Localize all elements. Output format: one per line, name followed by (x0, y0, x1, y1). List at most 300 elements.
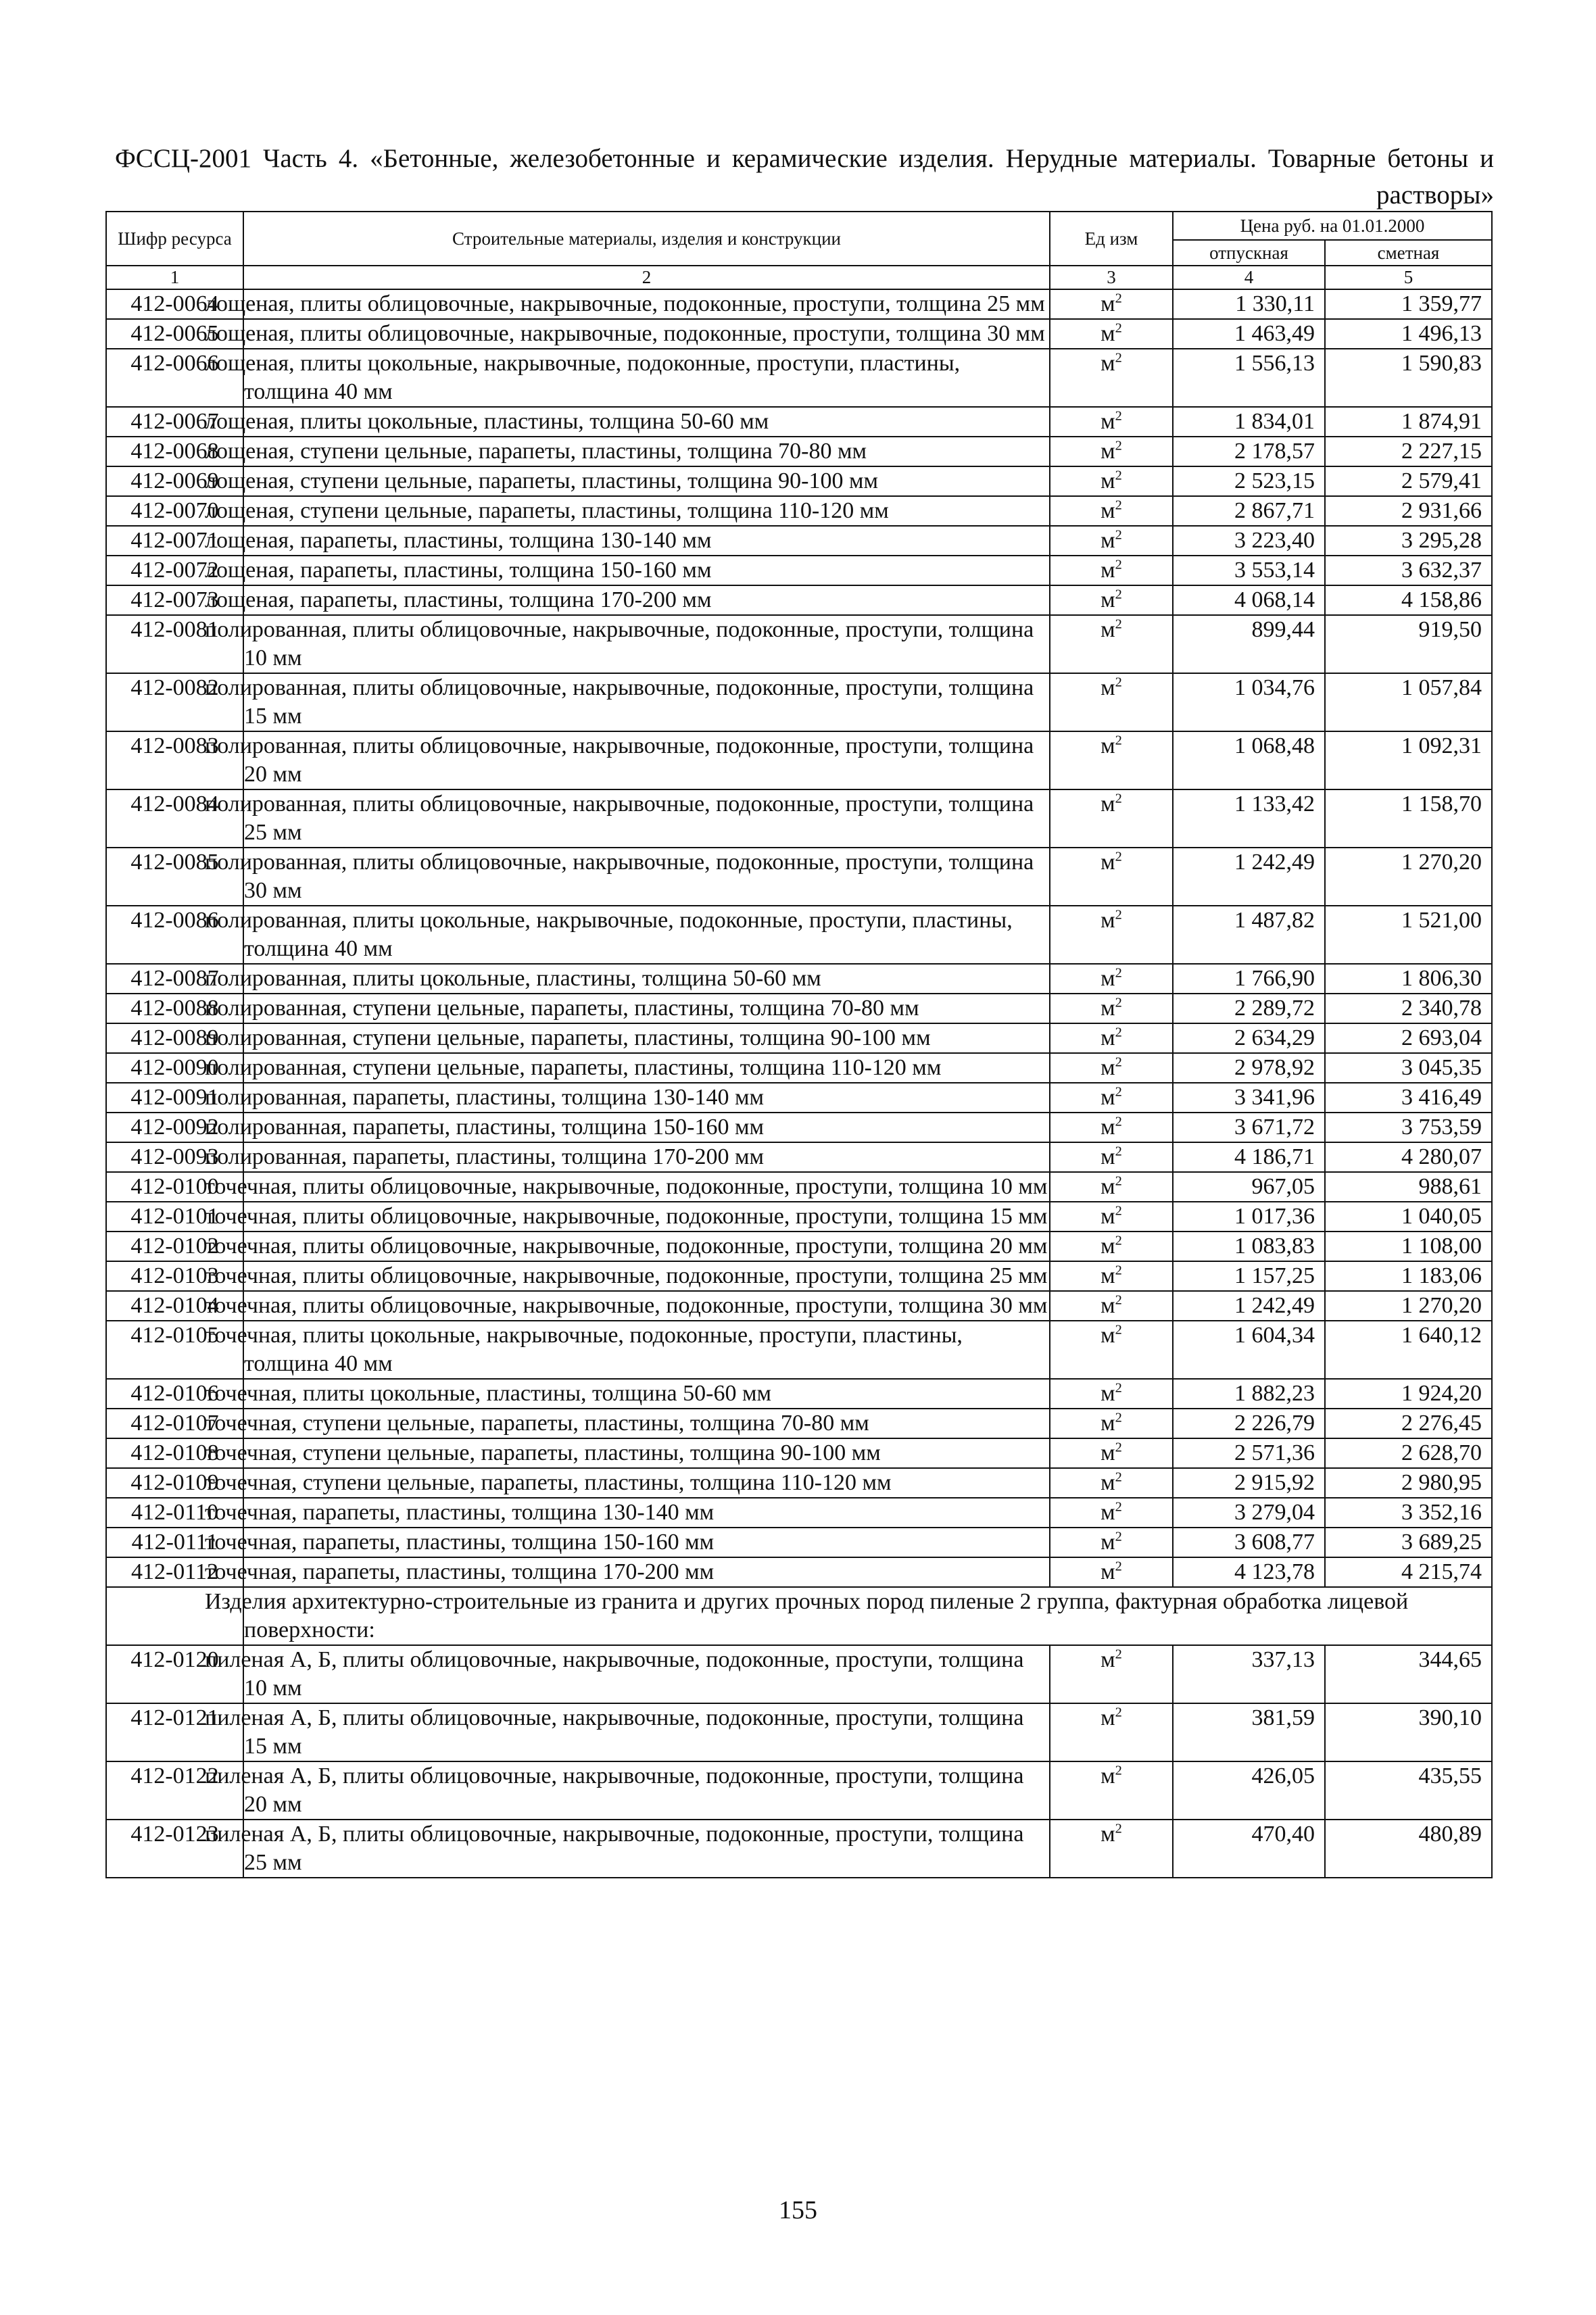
resource-code: 412-0122 (106, 1761, 243, 1820)
table-header (106, 212, 1492, 289)
table-row (106, 1820, 1492, 1878)
unit-cell (1050, 615, 1173, 673)
estimate-price: 988,61 (1325, 1172, 1492, 1202)
estimate-price: 4 158,86 (1325, 585, 1492, 615)
unit-exponent: 2 (1115, 1114, 1122, 1129)
column-header-name: Строительные материалы, изделия и конструкции (243, 212, 1050, 266)
unit-exponent: 2 (1115, 527, 1122, 543)
material-name: лощеная, плиты цокольные, пластины, толщина 50-60 мм (243, 407, 1050, 437)
unit-label: м (1101, 1263, 1115, 1288)
material-name: полированная, парапеты, пластины, толщина 150-160 мм (243, 1113, 1050, 1142)
unit-exponent: 2 (1115, 291, 1122, 306)
table-row (106, 789, 1492, 848)
table-row (106, 1557, 1492, 1587)
unit-label: м (1101, 1822, 1115, 1847)
release-price: 1 133,42 (1173, 789, 1325, 848)
release-price: 1 463,49 (1173, 319, 1325, 349)
estimate-price: 1 270,20 (1325, 1291, 1492, 1321)
release-price: 1 604,34 (1173, 1321, 1325, 1379)
unit-cell (1050, 994, 1173, 1023)
release-price: 3 608,77 (1173, 1528, 1325, 1557)
table-row (106, 1142, 1492, 1172)
table-row (106, 1438, 1492, 1468)
estimate-price: 1 640,12 (1325, 1321, 1492, 1379)
unit-exponent: 2 (1115, 1144, 1122, 1159)
unit-exponent: 2 (1115, 616, 1122, 632)
release-price: 1 556,13 (1173, 349, 1325, 407)
unit-cell (1050, 407, 1173, 437)
unit-label: м (1101, 468, 1115, 493)
release-price: 2 634,29 (1173, 1023, 1325, 1053)
unit-label: м (1101, 1234, 1115, 1259)
release-price: 2 226,79 (1173, 1409, 1325, 1438)
unit-label: м (1101, 791, 1115, 817)
unit-cell (1050, 526, 1173, 556)
resource-code: 412-0068 (106, 437, 243, 466)
resource-code: 412-0120 (106, 1645, 243, 1703)
resource-code: 412-0093 (106, 1142, 243, 1172)
resource-code: 412-0092 (106, 1113, 243, 1142)
estimate-price: 344,65 (1325, 1645, 1492, 1703)
column-header-estimate: сметная (1325, 240, 1492, 266)
unit-exponent: 2 (1115, 995, 1122, 1010)
table-row (106, 407, 1492, 437)
table-row (106, 585, 1492, 615)
column-header-price: Цена руб. на 01.01.2000 (1173, 212, 1492, 240)
unit-label: м (1101, 1559, 1115, 1584)
unit-exponent: 2 (1115, 408, 1122, 424)
unit-cell (1050, 1498, 1173, 1528)
release-price: 967,05 (1173, 1172, 1325, 1202)
unit-exponent: 2 (1115, 468, 1122, 483)
estimate-price: 919,50 (1325, 615, 1492, 673)
material-name: полированная, парапеты, пластины, толщина 130-140 мм (243, 1083, 1050, 1113)
estimate-price: 1 590,83 (1325, 349, 1492, 407)
material-name: полированная, парапеты, пластины, толщина 170-200 мм (243, 1142, 1050, 1172)
column-number: 2 (243, 266, 1050, 289)
unit-label: м (1101, 675, 1115, 700)
unit-exponent: 2 (1115, 1263, 1122, 1278)
unit-exponent: 2 (1115, 965, 1122, 981)
price-table (105, 211, 1493, 1878)
table-row (106, 1498, 1492, 1528)
release-price: 2 915,92 (1173, 1468, 1325, 1498)
unit-label: м (1101, 587, 1115, 612)
unit-exponent: 2 (1115, 791, 1122, 806)
release-price: 1 242,49 (1173, 1291, 1325, 1321)
release-price: 426,05 (1173, 1761, 1325, 1820)
material-name: точечная, плиты облицовочные, накрывочные, подоконные, проступи, толщина 30 мм (243, 1291, 1050, 1321)
unit-cell (1050, 1023, 1173, 1053)
unit-exponent: 2 (1115, 1705, 1122, 1720)
release-price: 2 289,72 (1173, 994, 1325, 1023)
release-price: 4 186,71 (1173, 1142, 1325, 1172)
unit-label: м (1101, 439, 1115, 464)
unit-cell (1050, 1202, 1173, 1232)
estimate-price: 1 521,00 (1325, 906, 1492, 964)
unit-exponent: 2 (1115, 1821, 1122, 1836)
unit-cell (1050, 1142, 1173, 1172)
estimate-price: 1 270,20 (1325, 848, 1492, 906)
resource-code: 412-0111 (106, 1528, 243, 1557)
unit-label: м (1101, 1204, 1115, 1229)
table-row (106, 319, 1492, 349)
release-price: 1 083,83 (1173, 1232, 1325, 1261)
material-name: полированная, плиты облицовочные, накрывочные, подоконные, проступи, толщина 30 мм (243, 848, 1050, 906)
release-price: 3 223,40 (1173, 526, 1325, 556)
unit-cell (1050, 1645, 1173, 1703)
resource-code: 412-0102 (106, 1232, 243, 1261)
unit-label: м (1101, 966, 1115, 991)
resource-code: 412-0073 (106, 585, 243, 615)
release-price: 1 068,48 (1173, 731, 1325, 789)
unit-label: м (1101, 1293, 1115, 1318)
unit-label: м (1101, 1381, 1115, 1406)
table-body (106, 289, 1492, 1878)
unit-exponent: 2 (1115, 320, 1122, 336)
release-price: 4 123,78 (1173, 1557, 1325, 1587)
material-name: точечная, плиты облицовочные, накрывочные, подоконные, проступи, толщина 25 мм (243, 1261, 1050, 1291)
release-price: 4 068,14 (1173, 585, 1325, 615)
estimate-price: 2 340,78 (1325, 994, 1492, 1023)
release-price: 3 341,96 (1173, 1083, 1325, 1113)
unit-label: м (1101, 1530, 1115, 1555)
unit-cell (1050, 1528, 1173, 1557)
resource-code: 412-0065 (106, 319, 243, 349)
resource-code: 412-0081 (106, 615, 243, 673)
column-header-unit: Ед изм (1050, 212, 1173, 266)
material-name: пиленая А, Б, плиты облицовочные, накрывочные, подоконные, проступи, толщина 15 мм (243, 1703, 1050, 1761)
unit-cell (1050, 673, 1173, 731)
material-name: лощеная, плиты облицовочные, накрывочные, подоконные, проступи, толщина 30 мм (243, 319, 1050, 349)
unit-exponent: 2 (1115, 1380, 1122, 1396)
table-row (106, 556, 1492, 585)
unit-cell (1050, 1703, 1173, 1761)
release-price: 1 766,90 (1173, 964, 1325, 994)
material-name: пиленая А, Б, плиты облицовочные, накрывочные, подоконные, проступи, толщина 10 мм (243, 1645, 1050, 1703)
resource-code: 412-0107 (106, 1409, 243, 1438)
material-name: пиленая А, Б, плиты облицовочные, накрывочные, подоконные, проступи, толщина 20 мм (243, 1761, 1050, 1820)
material-name: полированная, плиты облицовочные, накрывочные, подоконные, проступи, толщина 25 мм (243, 789, 1050, 848)
resource-code: 412-0121 (106, 1703, 243, 1761)
estimate-price: 1 874,91 (1325, 407, 1492, 437)
resource-code: 412-0112 (106, 1557, 243, 1587)
unit-exponent: 2 (1115, 587, 1122, 602)
material-name: точечная, парапеты, пластины, толщина 150-160 мм (243, 1528, 1050, 1557)
unit-label: м (1101, 498, 1115, 523)
unit-exponent: 2 (1115, 1559, 1122, 1574)
unit-exponent: 2 (1115, 1025, 1122, 1040)
unit-exponent: 2 (1115, 1529, 1122, 1544)
unit-label: м (1101, 996, 1115, 1021)
material-name: полированная, плиты облицовочные, накрывочные, подоконные, проступи, толщина 10 мм (243, 615, 1050, 673)
unit-label: м (1101, 1763, 1115, 1788)
estimate-price: 3 753,59 (1325, 1113, 1492, 1142)
unit-exponent: 2 (1115, 1233, 1122, 1248)
table-row (106, 1645, 1492, 1703)
material-name: лощеная, ступени цельные, парапеты, пластины, толщина 90-100 мм (243, 466, 1050, 496)
unit-label: м (1101, 908, 1115, 933)
unit-exponent: 2 (1115, 1410, 1122, 1425)
unit-label: м (1101, 1144, 1115, 1169)
unit-exponent: 2 (1115, 1499, 1122, 1515)
unit-cell (1050, 731, 1173, 789)
table-row (106, 1528, 1492, 1557)
unit-cell (1050, 496, 1173, 526)
unit-label: м (1101, 1440, 1115, 1465)
release-price: 337,13 (1173, 1645, 1325, 1703)
unit-cell (1050, 1261, 1173, 1291)
estimate-price: 2 276,45 (1325, 1409, 1492, 1438)
unit-cell (1050, 1291, 1173, 1321)
estimate-price: 1 183,06 (1325, 1261, 1492, 1291)
table-row (106, 1202, 1492, 1232)
table-row (106, 1761, 1492, 1820)
table-row (106, 466, 1492, 496)
resource-code: 412-0109 (106, 1468, 243, 1498)
unit-label: м (1101, 558, 1115, 583)
estimate-price: 3 045,35 (1325, 1053, 1492, 1083)
resource-code: 412-0069 (106, 466, 243, 496)
material-name: точечная, ступени цельные, парапеты, пластины, толщина 70-80 мм (243, 1409, 1050, 1438)
material-name: пиленая А, Б, плиты облицовочные, накрывочные, подоконные, проступи, толщина 25 мм (243, 1820, 1050, 1878)
estimate-price: 2 227,15 (1325, 437, 1492, 466)
material-name: точечная, плиты облицовочные, накрывочные, подоконные, проступи, толщина 20 мм (243, 1232, 1050, 1261)
release-price: 2 867,71 (1173, 496, 1325, 526)
table-row (106, 994, 1492, 1023)
unit-label: м (1101, 850, 1115, 875)
unit-cell (1050, 848, 1173, 906)
table-row (106, 437, 1492, 466)
resource-code: 412-0085 (106, 848, 243, 906)
estimate-price: 2 980,95 (1325, 1468, 1492, 1498)
unit-label: м (1101, 351, 1115, 376)
resource-code: 412-0086 (106, 906, 243, 964)
estimate-price: 1 359,77 (1325, 289, 1492, 319)
table-row (106, 496, 1492, 526)
resource-code: 412-0105 (106, 1321, 243, 1379)
page-number: 155 (779, 2196, 817, 2224)
resource-code: 412-0110 (106, 1498, 243, 1528)
estimate-price: 1 040,05 (1325, 1202, 1492, 1232)
unit-label: м (1101, 1647, 1115, 1672)
unit-label: м (1101, 1470, 1115, 1495)
unit-label: м (1101, 1705, 1115, 1730)
table-row (106, 1291, 1492, 1321)
resource-code: 412-0083 (106, 731, 243, 789)
release-price: 3 553,14 (1173, 556, 1325, 585)
material-name: полированная, плиты облицовочные, накрывочные, подоконные, проступи, толщина 15 мм (243, 673, 1050, 731)
unit-label: м (1101, 1085, 1115, 1110)
resource-code: 412-0066 (106, 349, 243, 407)
table-row (106, 673, 1492, 731)
unit-cell (1050, 1172, 1173, 1202)
estimate-price: 4 280,07 (1325, 1142, 1492, 1172)
unit-exponent: 2 (1115, 1203, 1122, 1219)
table-row (106, 1321, 1492, 1379)
unit-cell (1050, 906, 1173, 964)
unit-exponent: 2 (1115, 1054, 1122, 1070)
unit-exponent: 2 (1115, 438, 1122, 454)
material-name: лощеная, ступени цельные, парапеты, пластины, толщина 110-120 мм (243, 496, 1050, 526)
resource-code: 412-0087 (106, 964, 243, 994)
table-row (106, 1703, 1492, 1761)
material-name: полированная, плиты цокольные, накрывочные, подоконные, проступи, пластины, толщина 40 мм (243, 906, 1050, 964)
release-price: 2 978,92 (1173, 1053, 1325, 1083)
resource-code: 412-0123 (106, 1820, 243, 1878)
unit-label: м (1101, 321, 1115, 346)
table-row (106, 1023, 1492, 1053)
estimate-price: 2 628,70 (1325, 1438, 1492, 1468)
release-price: 1 157,25 (1173, 1261, 1325, 1291)
unit-label: м (1101, 409, 1115, 434)
material-name: точечная, плиты облицовочные, накрывочные, подоконные, проступи, толщина 10 мм (243, 1172, 1050, 1202)
estimate-price: 2 579,41 (1325, 466, 1492, 496)
resource-code: 412-0090 (106, 1053, 243, 1083)
table-row (106, 848, 1492, 906)
unit-exponent: 2 (1115, 1292, 1122, 1308)
resource-code: 412-0101 (106, 1202, 243, 1232)
table-row (106, 1232, 1492, 1261)
estimate-price: 1 108,00 (1325, 1232, 1492, 1261)
estimate-price: 3 632,37 (1325, 556, 1492, 585)
section-row (106, 1587, 1492, 1645)
release-price: 1 242,49 (1173, 848, 1325, 906)
resource-code: 412-0071 (106, 526, 243, 556)
material-name: точечная, плиты цокольные, пластины, толщина 50-60 мм (243, 1379, 1050, 1409)
unit-cell (1050, 1438, 1173, 1468)
unit-label: м (1101, 291, 1115, 316)
estimate-price: 1 092,31 (1325, 731, 1492, 789)
unit-cell (1050, 437, 1173, 466)
unit-cell (1050, 556, 1173, 585)
unit-label: м (1101, 1174, 1115, 1199)
release-price: 899,44 (1173, 615, 1325, 673)
resource-code: 412-0108 (106, 1438, 243, 1468)
unit-cell (1050, 1321, 1173, 1379)
column-number: 4 (1173, 266, 1325, 289)
table-row (106, 289, 1492, 319)
unit-cell (1050, 1379, 1173, 1409)
material-name: лощеная, плиты цокольные, накрывочные, подоконные, проступи, пластины, толщина 40 мм (243, 349, 1050, 407)
release-price: 1 017,36 (1173, 1202, 1325, 1232)
unit-cell (1050, 289, 1173, 319)
unit-cell (1050, 1557, 1173, 1587)
unit-cell (1050, 1468, 1173, 1498)
resource-code: 412-0103 (106, 1261, 243, 1291)
estimate-price: 1 924,20 (1325, 1379, 1492, 1409)
release-price: 1 834,01 (1173, 407, 1325, 437)
unit-exponent: 2 (1115, 1647, 1122, 1662)
unit-exponent: 2 (1115, 733, 1122, 748)
unit-exponent: 2 (1115, 675, 1122, 690)
unit-exponent: 2 (1115, 907, 1122, 923)
release-price: 2 178,57 (1173, 437, 1325, 466)
release-price: 381,59 (1173, 1703, 1325, 1761)
estimate-price: 1 057,84 (1325, 673, 1492, 731)
material-name: точечная, ступени цельные, парапеты, пластины, толщина 110-120 мм (243, 1468, 1050, 1498)
unit-cell (1050, 1820, 1173, 1878)
column-number: 3 (1050, 266, 1173, 289)
unit-label: м (1101, 528, 1115, 553)
unit-cell (1050, 1232, 1173, 1261)
material-name: лощеная, парапеты, пластины, толщина 150-160 мм (243, 556, 1050, 585)
resource-code: 412-0070 (106, 496, 243, 526)
unit-cell (1050, 1409, 1173, 1438)
column-number: 5 (1325, 266, 1492, 289)
resource-code: 412-0091 (106, 1083, 243, 1113)
unit-label: м (1101, 733, 1115, 758)
table-row (106, 1261, 1492, 1291)
resource-code: 412-0067 (106, 407, 243, 437)
table-row (106, 1083, 1492, 1113)
unit-label: м (1101, 1025, 1115, 1050)
material-name: полированная, ступени цельные, парапеты, пластины, толщина 90-100 мм (243, 1023, 1050, 1053)
unit-label: м (1101, 1055, 1115, 1080)
unit-exponent: 2 (1115, 1763, 1122, 1778)
document-title: ФССЦ-2001 Часть 4. «Бетонные, железобетонные и керамические изделия. Нерудные материалы. Товарные бетоны и растворы» (115, 144, 1494, 210)
resource-code: 412-0084 (106, 789, 243, 848)
unit-cell (1050, 1761, 1173, 1820)
estimate-price: 3 689,25 (1325, 1528, 1492, 1557)
resource-code: 412-0089 (106, 1023, 243, 1053)
unit-cell (1050, 349, 1173, 407)
unit-exponent: 2 (1115, 497, 1122, 513)
release-price: 2 523,15 (1173, 466, 1325, 496)
unit-exponent: 2 (1115, 1440, 1122, 1455)
table-row (106, 349, 1492, 407)
unit-cell (1050, 585, 1173, 615)
resource-code: 412-0104 (106, 1291, 243, 1321)
material-name: полированная, плиты цокольные, пластины, толщина 50-60 мм (243, 964, 1050, 994)
estimate-price: 1 496,13 (1325, 319, 1492, 349)
unit-cell (1050, 964, 1173, 994)
estimate-price: 4 215,74 (1325, 1557, 1492, 1587)
unit-label: м (1101, 1115, 1115, 1140)
material-name: точечная, плиты облицовочные, накрывочные, подоконные, проступи, толщина 15 мм (243, 1202, 1050, 1232)
resource-code: 412-0072 (106, 556, 243, 585)
column-number: 1 (106, 266, 243, 289)
material-name: полированная, ступени цельные, парапеты, пластины, толщина 70-80 мм (243, 994, 1050, 1023)
material-name: точечная, парапеты, пластины, толщина 130-140 мм (243, 1498, 1050, 1528)
estimate-price: 3 416,49 (1325, 1083, 1492, 1113)
table-row (106, 1409, 1492, 1438)
table-row (106, 906, 1492, 964)
unit-cell (1050, 466, 1173, 496)
unit-exponent: 2 (1115, 1173, 1122, 1189)
release-price: 3 671,72 (1173, 1113, 1325, 1142)
estimate-price: 390,10 (1325, 1703, 1492, 1761)
release-price: 3 279,04 (1173, 1498, 1325, 1528)
column-header-release: отпускная (1173, 240, 1325, 266)
release-price: 1 487,82 (1173, 906, 1325, 964)
estimate-price: 2 693,04 (1325, 1023, 1492, 1053)
material-name: лощеная, парапеты, пластины, толщина 170-200 мм (243, 585, 1050, 615)
release-price: 1 330,11 (1173, 289, 1325, 319)
estimate-price: 3 295,28 (1325, 526, 1492, 556)
material-name: точечная, парапеты, пластины, толщина 170-200 мм (243, 1557, 1050, 1587)
material-name: полированная, плиты облицовочные, накрывочные, подоконные, проступи, толщина 20 мм (243, 731, 1050, 789)
estimate-price: 480,89 (1325, 1820, 1492, 1878)
material-name: лощеная, плиты облицовочные, накрывочные, подоконные, проступи, толщина 25 мм (243, 289, 1050, 319)
release-price: 470,40 (1173, 1820, 1325, 1878)
estimate-price: 2 931,66 (1325, 496, 1492, 526)
unit-label: м (1101, 1411, 1115, 1436)
estimate-price: 1 158,70 (1325, 789, 1492, 848)
unit-label: м (1101, 1323, 1115, 1348)
unit-exponent: 2 (1115, 557, 1122, 572)
release-price: 1 882,23 (1173, 1379, 1325, 1409)
